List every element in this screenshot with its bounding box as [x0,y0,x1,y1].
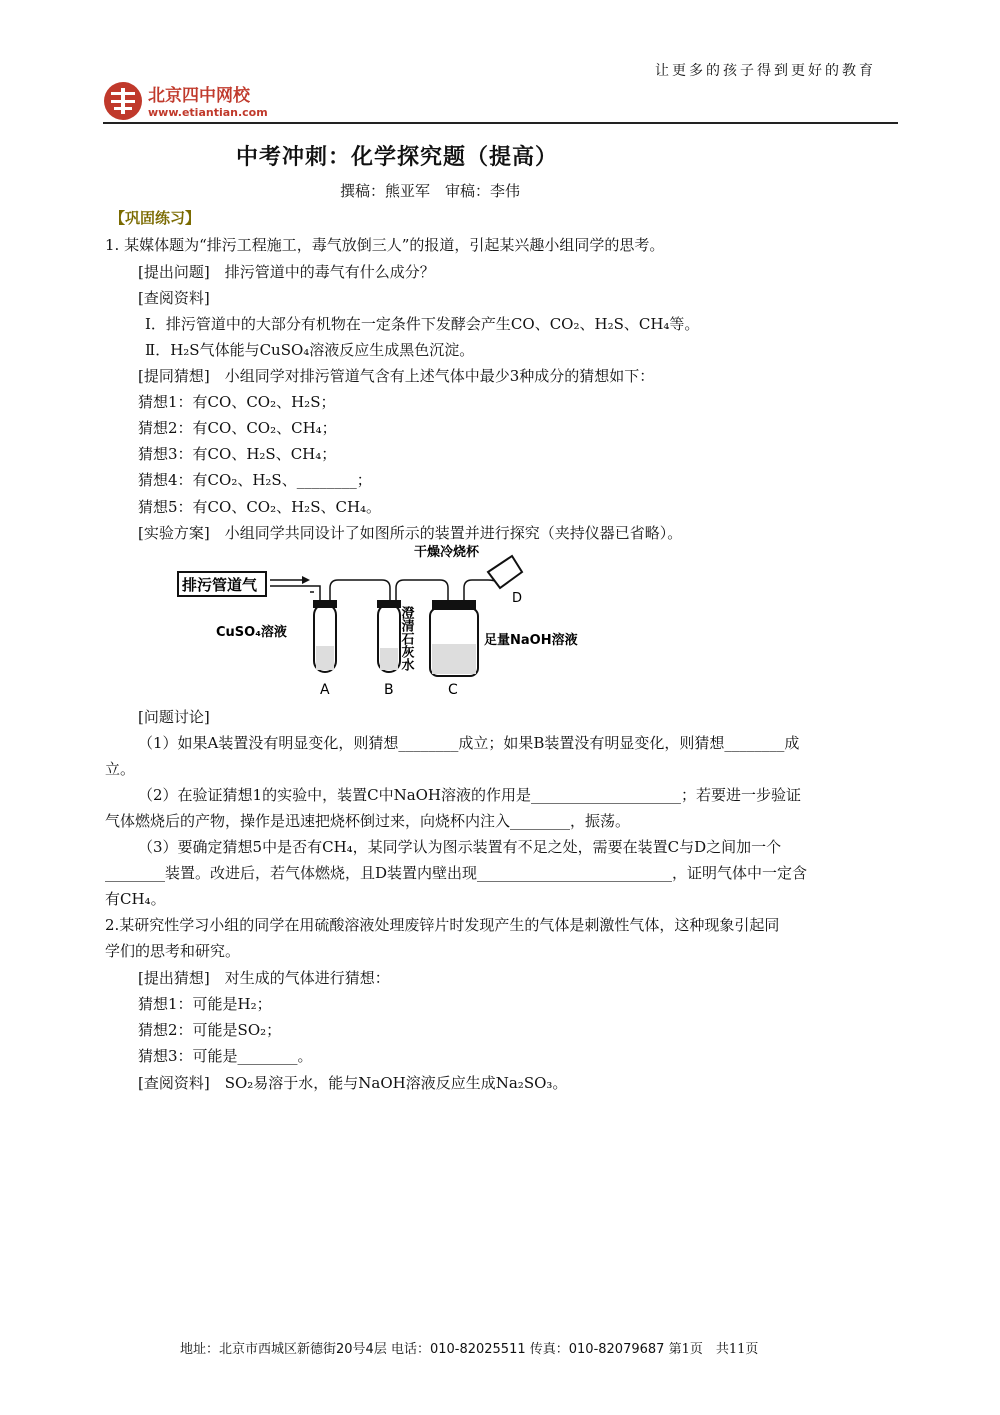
a-label: A [320,682,330,698]
cuso4-label: CuSO₄溶液 [216,625,287,640]
q1-d3a: （3）要确定猜想5中是否有CH₄，某同学认为图示装置有不足之处，需要在装置C与D之间加一个 [138,838,782,856]
b-label: B [384,682,394,698]
gas-label: 排污管道气 [182,576,258,594]
section-heading: 【巩固练习】 [110,209,201,227]
header-rule [103,122,898,124]
q2-guess-1: 猜想1：可能是H₂； [138,995,272,1013]
c-label: C [448,682,458,698]
footer-page: 第1页 共11页 [668,1342,759,1357]
q2-intro-b: 学们的思考和研究。 [105,942,241,960]
q1-ref-title: [查阅资料] [138,289,210,307]
d-label: D [512,591,523,606]
q1-d1a: （1）如果A装置没有明显变化，则猜想________成立；如果B装置没有明显变化，则猜想________成 [138,734,800,752]
page-title: 中考冲刺：化学探究题（提高） [236,145,559,170]
q1-d2a: （2）在验证猜想1的实验中，装置C中NaOH溶液的作用是____________________；若要进一步验证 [138,786,802,804]
footer-address: 地址：北京市西城区新德街20号4层 电话：010-82025511 传真：010-82079687 [180,1342,665,1357]
q1-plan: [实验方案] 小组同学共同设计了如图所示的装置并进行探究（夹持仪器已省略）。 [138,524,683,542]
q1-guess-4: 猜想4：有CO₂、H₂S、________； [138,471,372,489]
q2-ref: [查阅资料] SO₂易溶于水，能与NaOH溶液反应生成Na₂SO₃。 [138,1074,568,1092]
q1-ref1: Ⅰ．排污管道中的大部分有机物在一定条件下发酵会产生CO、CO₂、H₂S、CH₄等。 [145,315,700,333]
beaker-d [488,556,522,588]
q1-guess-2: 猜想2：有CO、CO₂、CH₄； [138,419,337,437]
q2-guess-title: [提出猜想] 对生成的气体进行猜想： [138,969,390,987]
beaker-label: 干燥冷烧杯 [414,545,480,560]
q1-ask: [提出问题] 排污管道中的毒气有什么成分？ [138,263,435,281]
slogan: 让更多的孩子得到更好的教育 [655,63,876,79]
school-logo [102,80,282,128]
q1-intro: 1. 某媒体题为“排污工程施工，毒气放倒三人”的报道，引起某兴趣小组同学的思考。 [105,236,665,254]
q1-guess-1: 猜想1：有CO、CO₂、H₂S； [138,393,336,411]
apparatus-diagram [170,540,610,706]
logo-name: 北京四中网校 [148,86,250,106]
logo-url: www.etiantian.com [148,106,268,119]
q1-d1b: 立。 [105,760,136,778]
q1-d3b: ________装置。改进后，若气体燃烧，且D装置内壁出现__________________________，证明气体中一定含 [105,864,808,882]
q1-guess-5: 猜想5：有CO、CO₂、H₂S、CH₄。 [138,498,382,516]
q1-discuss: [问题讨论] [138,708,210,726]
footer [180,1338,758,1357]
q1-ref2: Ⅱ．H₂S气体能与CuSO₄溶液反应生成黑色沉淀。 [145,341,475,359]
q2-guess-2: 猜想2：可能是SO₂； [138,1021,282,1039]
naoh-label: 足量NaOH溶液 [484,633,578,648]
q1-d2b: 气体燃烧后的产物，操作是迅速把烧杯倒过来，向烧杯内注入________，振荡。 [105,812,631,830]
lime-label: 澄清石灰水 [398,606,414,671]
q1-guess-3: 猜想3：有CO、H₂S、CH₄； [138,445,337,463]
authors: 撰稿：熊亚军 审稿：李伟 [340,182,521,200]
q1-guess-intro: [提同猜想] 小组同学对排污管道气含有上述气体中最少3种成分的猜想如下： [138,367,655,385]
q2-guess-3: 猜想3：可能是________。 [138,1047,313,1065]
q1-d3c: 有CH₄。 [105,890,166,908]
q2-intro-a: 2.某研究性学习小组的同学在用硫酸溶液处理废锌片时发现产生的气体是刺激性气体，这种现象引起同 [105,916,780,934]
